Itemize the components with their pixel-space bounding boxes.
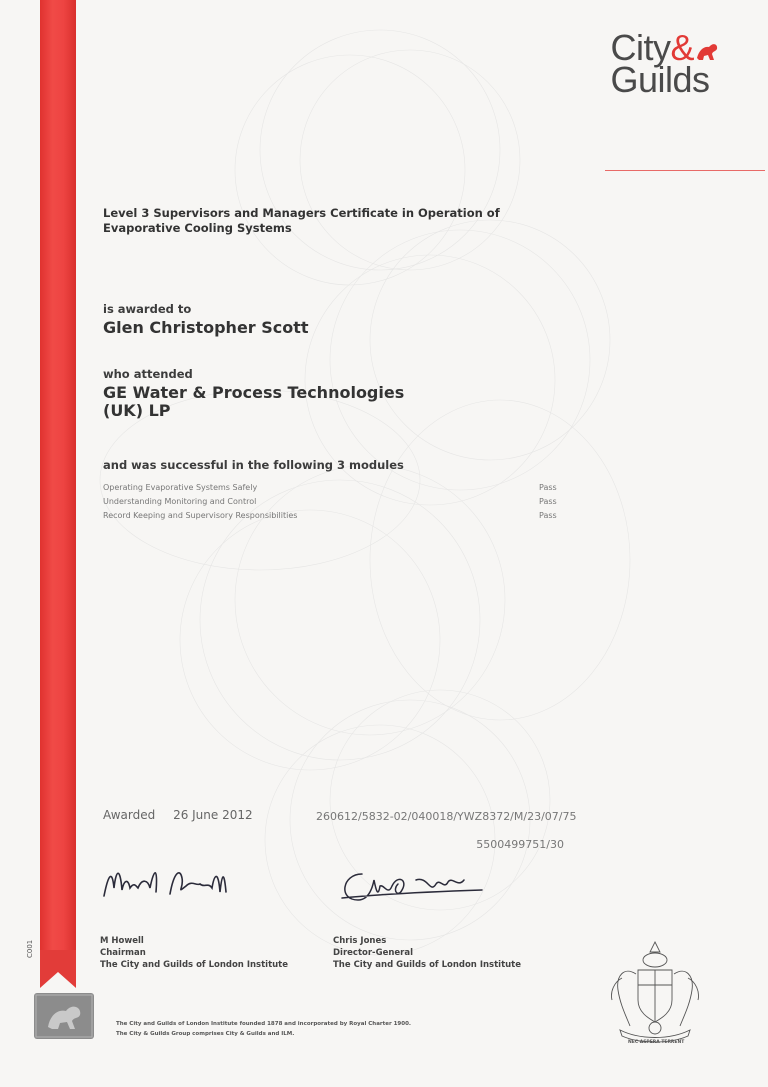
signatory-name: M Howell bbox=[100, 936, 144, 946]
signatory-role: Chairman bbox=[100, 948, 146, 958]
awarded-date: 26 June 2012 bbox=[173, 808, 253, 822]
signatory-director bbox=[333, 935, 521, 971]
module-name: Understanding Monitoring and Control bbox=[103, 497, 257, 506]
hologram-seal bbox=[34, 993, 94, 1039]
module-result: Pass bbox=[539, 483, 557, 492]
module-row bbox=[103, 497, 563, 511]
side-code: C001 bbox=[26, 939, 34, 958]
logo-divider bbox=[605, 170, 765, 171]
hologram-lion-icon bbox=[34, 993, 94, 1039]
ribbon-tail bbox=[40, 950, 76, 990]
qualification-title: Level 3 Supervisors and Managers Certificate in Operation of Evaporative Cooling Systems bbox=[103, 206, 500, 235]
signatory-role: Director-General bbox=[333, 948, 413, 958]
awarded-line bbox=[103, 808, 253, 822]
signatory-name: Chris Jones bbox=[333, 936, 387, 946]
awarded-to-label: is awarded to bbox=[103, 302, 192, 316]
coat-of-arms-icon bbox=[600, 938, 710, 1048]
crest-motto: NEC ASPERA TERRENT bbox=[628, 1040, 685, 1045]
logo-city: City bbox=[610, 27, 671, 68]
recipient-name: Glen Christopher Scott bbox=[103, 318, 309, 337]
module-name: Operating Evaporative Systems Safely bbox=[103, 483, 258, 492]
logo-guilds: Guilds bbox=[610, 59, 710, 101]
module-name: Record Keeping and Supervisory Responsibilities bbox=[103, 511, 298, 520]
footer-line1: The City and Guilds of London Institute founded 1878 and incorporated by Royal Charter 1900. bbox=[116, 1021, 411, 1027]
modules-intro: and was successful in the following 3 modules bbox=[103, 458, 404, 472]
centre-name-line2: (UK) LP bbox=[103, 401, 171, 420]
module-result: Pass bbox=[539, 497, 557, 506]
module-result: Pass bbox=[539, 511, 557, 520]
city-and-guilds-logo bbox=[610, 27, 720, 101]
centre-name-line1: GE Water & Process Technologies bbox=[103, 383, 405, 402]
footer-text bbox=[116, 1019, 411, 1039]
awarded-label: Awarded bbox=[103, 808, 156, 822]
reference-number: 260612/5832-02/040018/YWZ8372/M/23/07/75 bbox=[316, 810, 577, 823]
footer-line2: The City & Guilds Group comprises City & Guilds and ILM. bbox=[116, 1031, 295, 1037]
attended-label: who attended bbox=[103, 367, 193, 381]
modules-list bbox=[103, 483, 563, 525]
module-row bbox=[103, 511, 563, 525]
module-row bbox=[103, 483, 563, 497]
signatory-org: The City and Guilds of London Institute bbox=[333, 960, 522, 970]
signatory-org: The City and Guilds of London Institute bbox=[100, 960, 289, 970]
signatory-chairman bbox=[100, 935, 288, 971]
logo-ampersand: & bbox=[670, 27, 694, 68]
chairman-signature bbox=[100, 858, 280, 908]
red-ribbon bbox=[40, 0, 76, 953]
director-signature bbox=[332, 860, 492, 910]
certificate-number: 5500499751/30 bbox=[476, 838, 564, 851]
lion-icon bbox=[694, 38, 720, 62]
